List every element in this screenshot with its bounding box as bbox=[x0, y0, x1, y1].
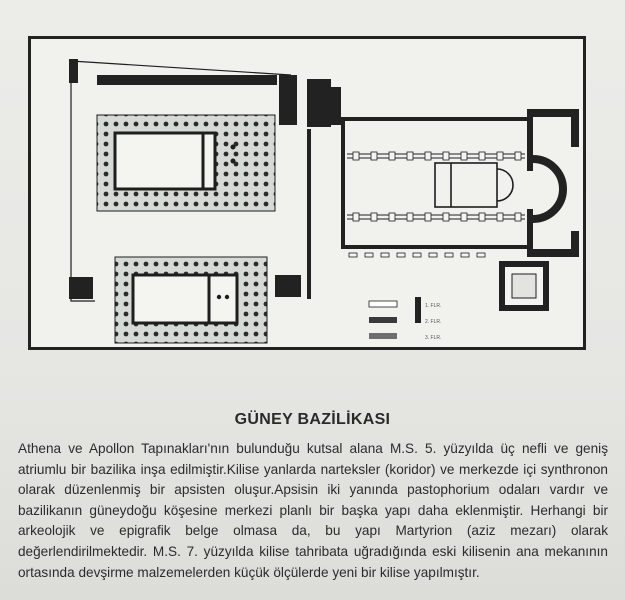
legend-label: 3. FLR. bbox=[425, 335, 442, 341]
site-plan-drawing bbox=[31, 39, 583, 347]
plan-legend bbox=[369, 297, 441, 341]
portico-row bbox=[349, 253, 485, 257]
martyrion bbox=[499, 261, 549, 311]
sign-description: Athena ve Apollon Tapınakları'nın bulunduğu kutsal alana M.S. 5. yüzyılda üç nefli ve geniş atriumlu bir bazilika inşa edilmiştir.Kilise yanlarda narteksler (koridor) ve merkezde içi synthronon olarak düzenlenmiş bir apsisten oluşur.Apsisin iki yanında pastophorium odaları vardır ve bazilikanın güneydoğu köşesine merkezi planlı bir başka yapı daha eklenmiştir. Herhangi bir arkeolojik ve epigrafik belge olmasa da, bu yapı Martyrion (aziz mezarı) olarak değerlendirilmektedir. M.S. 7. yüzyılda kilise tahribata uğradığında eski kilisenin ana mekanının ortasında devşirme malzemelerden küçük ölçülerde yeni bir kilise yapılmıştır. bbox=[18, 441, 608, 580]
site-plan bbox=[28, 36, 586, 350]
apse bbox=[533, 159, 563, 219]
temple-apollon bbox=[115, 257, 267, 343]
legend-label: 1. FLR. bbox=[425, 303, 442, 309]
temple-athena bbox=[97, 115, 275, 211]
basilica bbox=[341, 109, 579, 257]
legend-label: 2. FLR. bbox=[425, 319, 442, 325]
late-church bbox=[435, 163, 513, 207]
sign-title: GÜNEY BAZİLİKASI bbox=[234, 411, 391, 428]
